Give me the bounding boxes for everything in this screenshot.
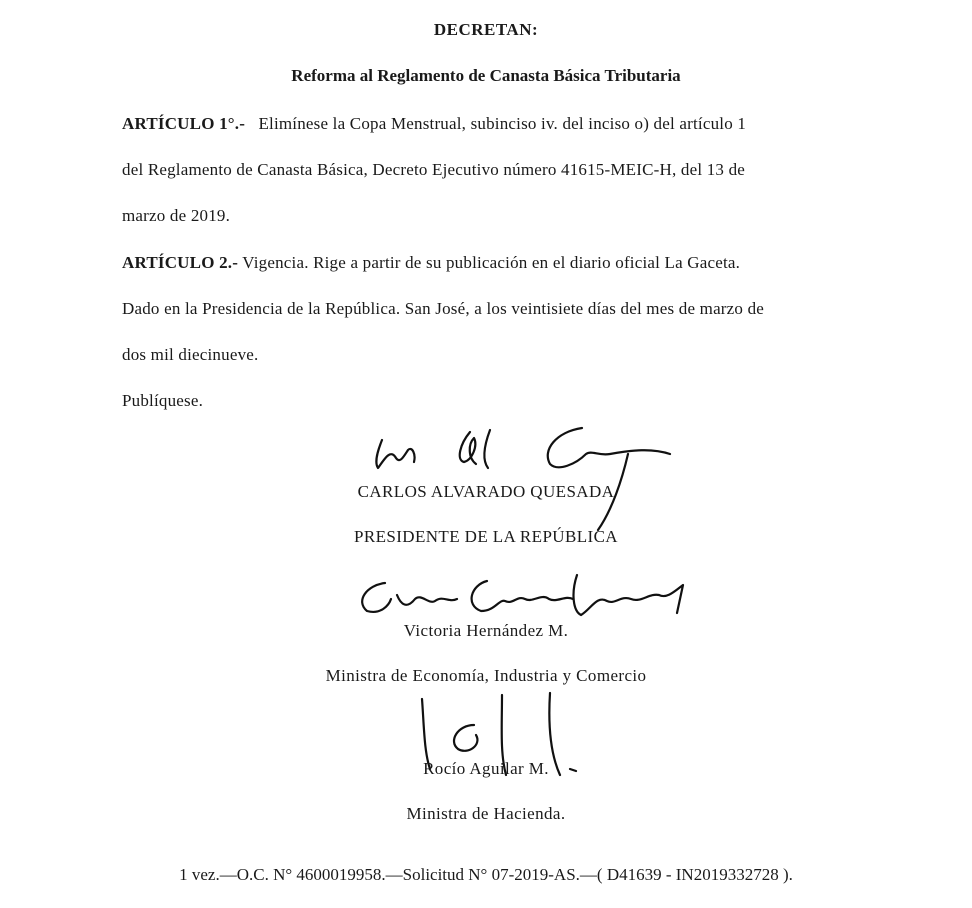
publication-footer: 1 vez.—O.C. N° 4600019958.—Solicitud N° 07-2019-AS.—( D41639 - IN2019332728 ). (179, 865, 793, 884)
decree-subheading: Reforma al Reglamento de Canasta Básica Tributaria (291, 66, 681, 85)
signatory-2-title: Ministra de Economía, Industria y Comercio (325, 666, 647, 685)
article-1-line-3: marzo de 2019. (122, 206, 231, 225)
article-1-label: ARTÍCULO 1°.- (122, 114, 246, 133)
signatory-1-name: CARLOS ALVARADO QUESADA (357, 482, 615, 501)
decree-heading: DECRETAN: (433, 20, 539, 39)
signatory-3-title: Ministra de Hacienda. (406, 804, 566, 823)
publish-line: Publíquese. (122, 391, 204, 410)
signatory-3-name: Rocío Aguilar M. (423, 759, 549, 778)
given-line-2: dos mil diecinueve. (122, 345, 259, 364)
signatory-1-title: PRESIDENTE DE LA REPÚBLICA (354, 527, 618, 546)
article-2-line (122, 253, 740, 273)
article-1-line-2: del Reglamento de Canasta Básica, Decreto Ejecutivo número 41615-MEIC-H, del 13 de (122, 160, 746, 179)
article-1-text: Elimínese la Copa Menstrual, subinciso iv. del inciso o) del artículo 1 (258, 114, 747, 133)
signatory-2-name: Victoria Hernández M. (403, 621, 569, 640)
article-1-line-1 (122, 114, 746, 134)
given-line-1: Dado en la Presidencia de la República. San José, a los veintisiete días del mes de marzo de (122, 299, 765, 318)
article-2-label: ARTÍCULO 2.- (122, 253, 239, 272)
article-2-text: Vigencia. Rige a partir de su publicación en el diario oficial La Gaceta. (242, 253, 741, 272)
